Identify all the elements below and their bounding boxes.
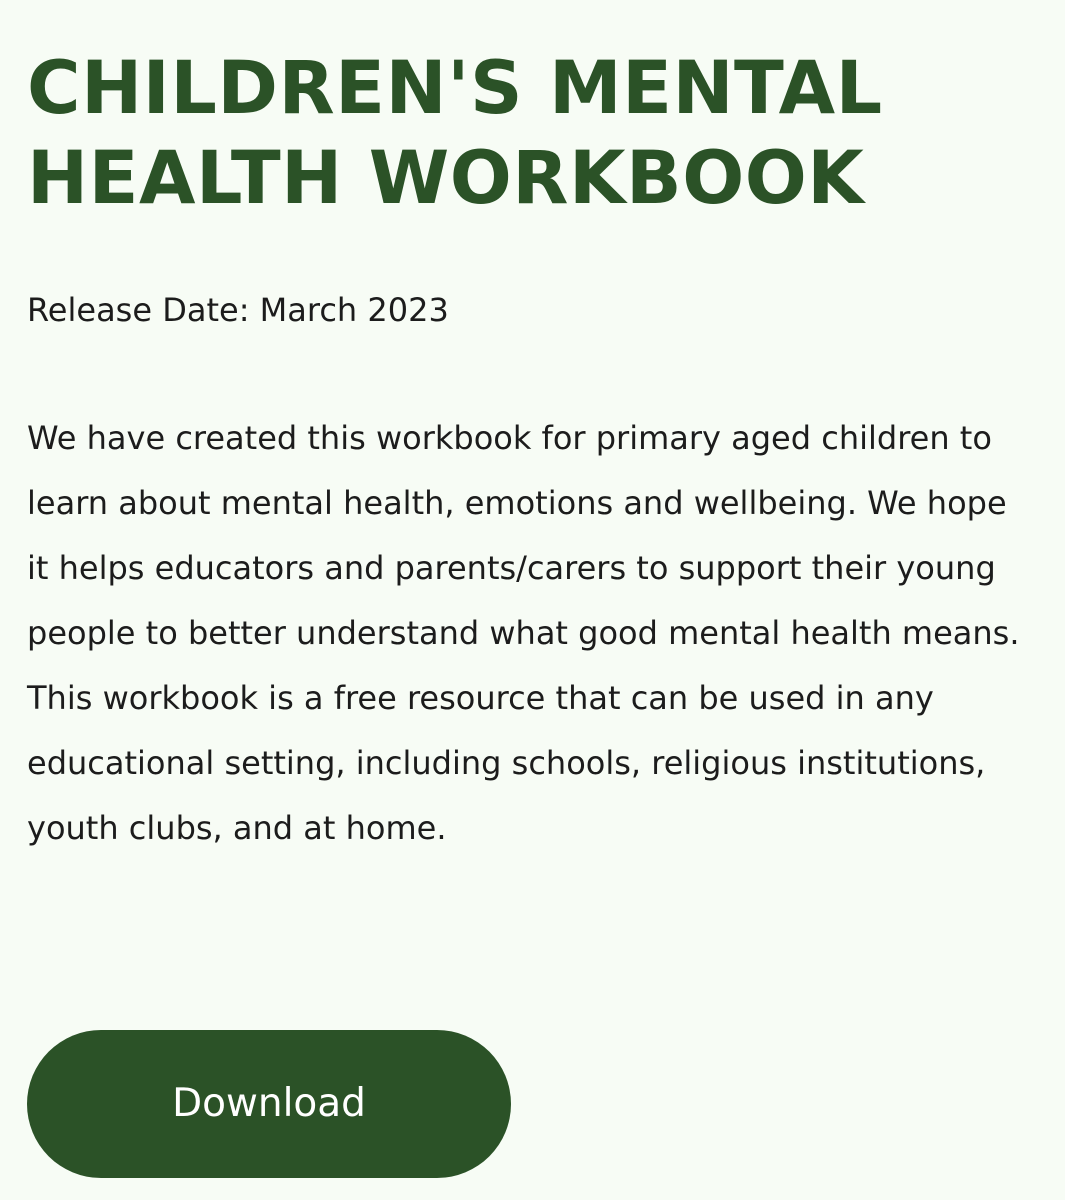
workbook-description: We have created this workbook for primary aged children to learn about mental health, emotions and wellbeing. We hope it helps educators and parents/carers to support their young people to better understand what good mental health means. This workbook is a free resource that can be used in any educational setting, including schools, religious institutions, youth clubs, and at home.	[27, 419, 1020, 847]
release-date: Release Date: March 2023	[27, 291, 449, 329]
download-button[interactable]: Download	[27, 1030, 511, 1178]
page-title: CHILDREN'S MENTAL HEALTH WORKBOOK	[27, 46, 883, 221]
